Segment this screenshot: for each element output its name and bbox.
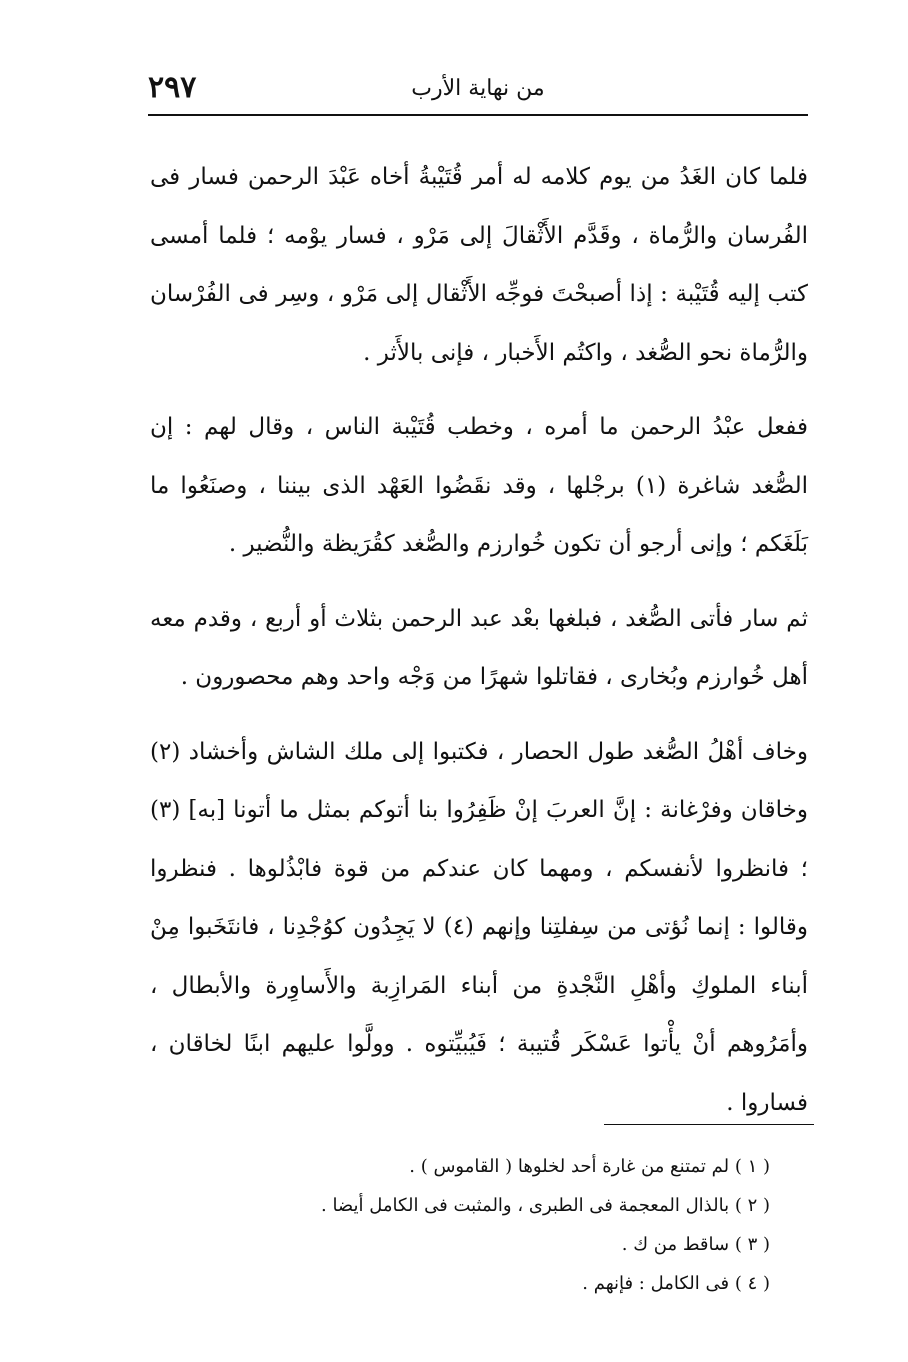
footnote: ( ٤ ) فى الكامل : فإنهم . bbox=[582, 1273, 770, 1294]
footnotes bbox=[150, 1147, 770, 1303]
header-rule bbox=[148, 114, 808, 116]
footnote: ( ٣ ) ساقط من ك . bbox=[621, 1234, 770, 1255]
footnote: ( ٢ ) بالذال المعجمة فى الطبرى ، والمثبت فى الكامل أيضا . bbox=[321, 1195, 770, 1216]
paragraph: وخاف أهْلُ الصُّغد طول الحصار ، فكتبوا إلى ملك الشاش وأخشاد (٢) وخاقان وفرْغانة : إنَّ العربَ إنْ ظَفِرُوا بنا أتوكم بمثل ما أتونا [به] (٣) ؛ فانظروا لأنفسكم ، ومهما كان عندكم من قوة فابْذُلوها . فنظروا وقالوا : إنما نُؤتى من سِفلتِنا وإنهم (٤) لا يَجِدُون كوُجْدِنا ، فانتَخَبوا مِنْ أبناء الملوكِ وأهْلِ النَّجْدةِ من أبناء المَرازِبة والأَساوِرة والأبطال ، وأمَرُوهم أنْ يأْتوا عَسْكَر قُتيبة ؛ فَيُبيِّتوه . وولَّوا عليهم ابنًا لخاقان ، فساروا . bbox=[150, 738, 808, 1116]
main-text bbox=[150, 148, 808, 1132]
paragraph: ففعل عبْدُ الرحمن ما أمره ، وخطب قُتَيْبة الناس ، وقال لهم : إن الصُّغد شاغرة (١) برجْلها ، وقد نقَضُوا العَهْد الذى بيننا ، وصنَعُوا ما بَلَغَكم ؛ وإنى أرجو أن تكون خُوارزم والصُّغد كقُرَيظة والنُّضير . bbox=[150, 414, 808, 557]
paragraph: فلما كان الغَدُ من يوم كلامه له أمر قُتَيْبةُ أخاه عَبْدَ الرحمن فسار فى الفُرسان والرُّماة ، وقَدَّم الأَثْقالَ إلى مَرْو ، فسار يوْمه ؛ فلما أمسى كتب إليه قُتَيْبة : إذا أصبحْتَ فوجِّه الأَثْقال إلى مَرْو ، وسِر فى الفُرْسان والرُّماة نحو الصُّغد ، واكتُم الأَخبار ، فإنى بالأَثر . bbox=[150, 164, 808, 366]
paragraph: ثم سار فأتى الصُّغد ، فبلغها بعْد عبد الرحمن بثلاث أو أربع ، وقدم معه أهل خُوارزم وبُخارى ، فقاتلوا شهرًا من وَجْه واحد وهم محصورون . bbox=[150, 605, 808, 690]
footnote: ( ١ ) لم تمتنع من غارة أحد لخلوها ( القاموس ) . bbox=[409, 1156, 770, 1177]
footnote-rule bbox=[604, 1124, 814, 1125]
page-header bbox=[148, 70, 808, 112]
page-number: ٢٩٧ bbox=[148, 70, 197, 105]
running-title: من نهاية الأرب bbox=[411, 76, 545, 101]
